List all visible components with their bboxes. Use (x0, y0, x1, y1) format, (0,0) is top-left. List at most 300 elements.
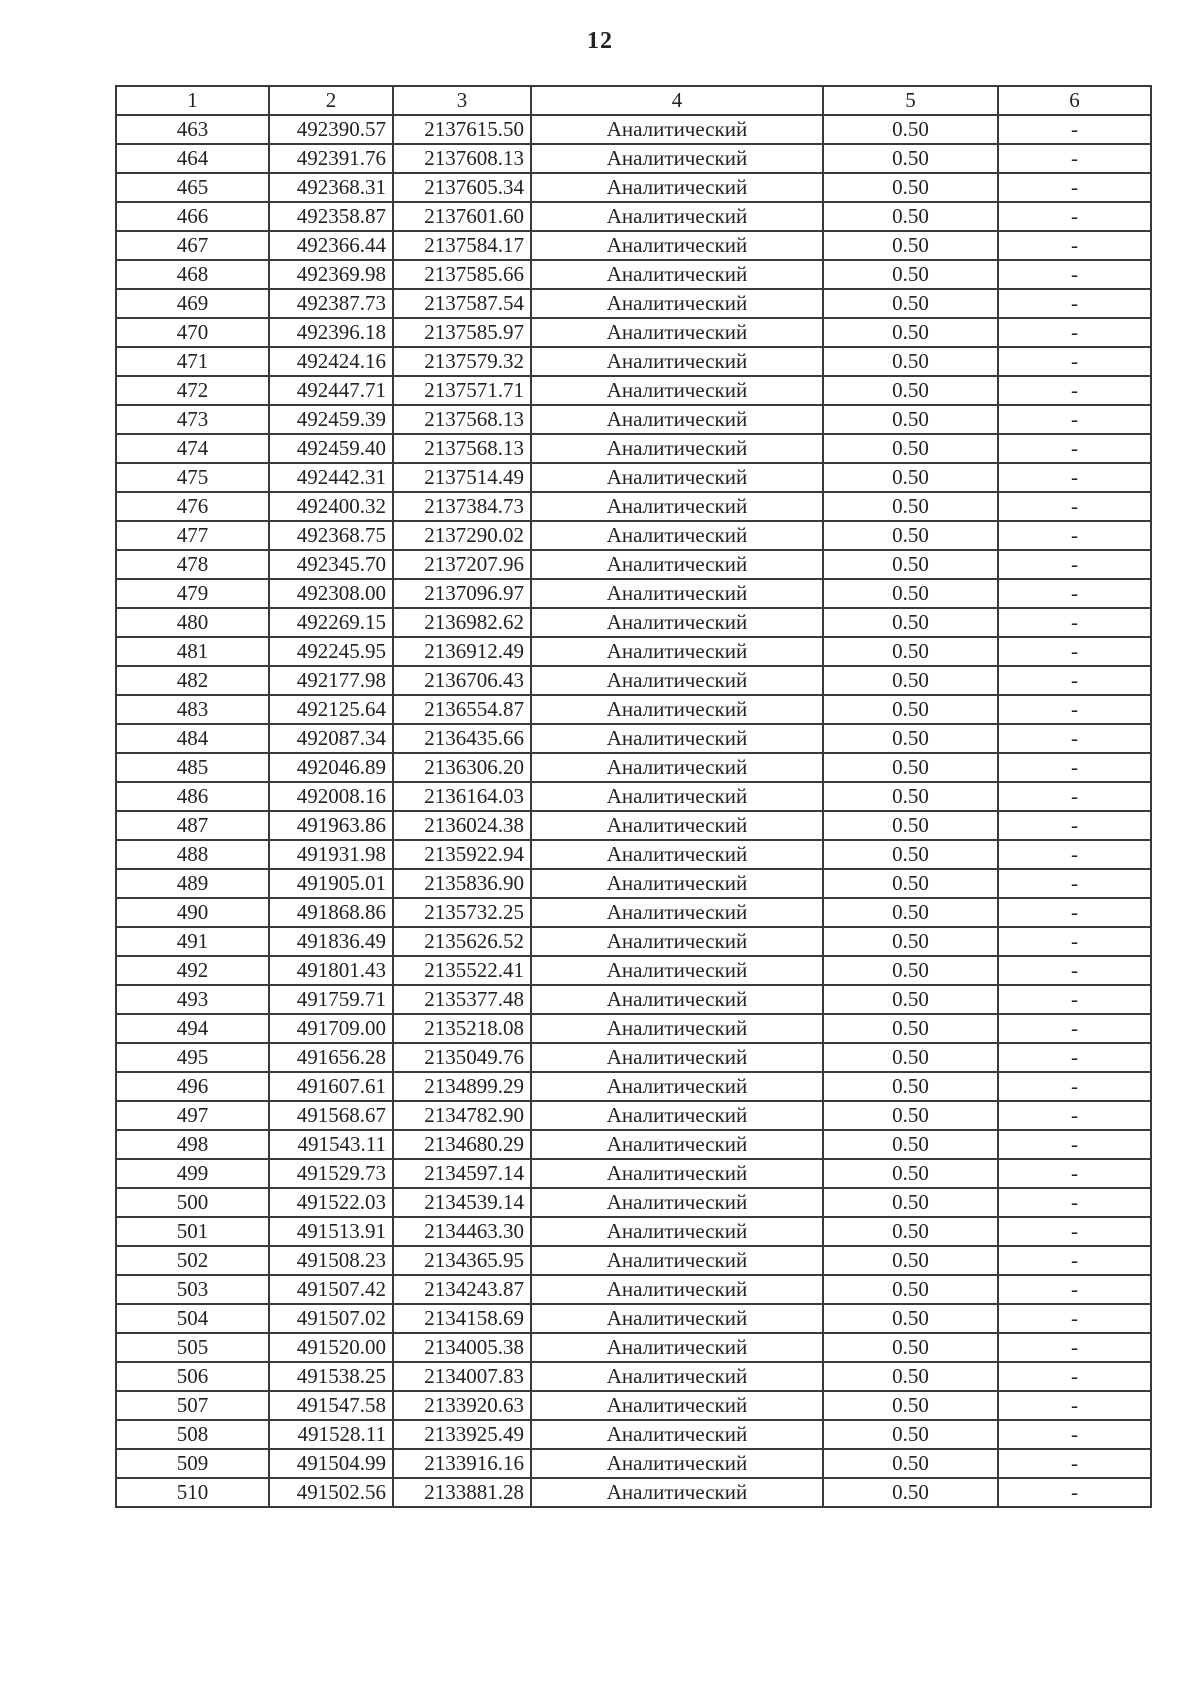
x-coordinate-cell: 491508.23 (269, 1246, 393, 1275)
table-row (116, 666, 1151, 695)
coordinates-table (115, 85, 1152, 1508)
point-number-cell: 465 (116, 173, 269, 202)
accuracy-cell: 0.50 (823, 985, 998, 1014)
accuracy-cell: 0.50 (823, 1362, 998, 1391)
accuracy-cell: 0.50 (823, 434, 998, 463)
point-number-cell: 502 (116, 1246, 269, 1275)
note-cell: - (998, 724, 1151, 753)
point-number-cell: 501 (116, 1217, 269, 1246)
method-cell: Аналитический (531, 144, 823, 173)
note-cell: - (998, 1420, 1151, 1449)
note-cell: - (998, 666, 1151, 695)
table-row (116, 782, 1151, 811)
note-cell: - (998, 434, 1151, 463)
method-cell: Аналитический (531, 1188, 823, 1217)
y-coordinate-cell: 2134597.14 (393, 1159, 531, 1188)
table-row (116, 927, 1151, 956)
y-coordinate-cell: 2136024.38 (393, 811, 531, 840)
accuracy-cell: 0.50 (823, 637, 998, 666)
method-cell: Аналитический (531, 376, 823, 405)
x-coordinate-cell: 491905.01 (269, 869, 393, 898)
table-row (116, 724, 1151, 753)
point-number-cell: 510 (116, 1478, 269, 1507)
note-cell: - (998, 347, 1151, 376)
note-cell: - (998, 1449, 1151, 1478)
accuracy-cell: 0.50 (823, 231, 998, 260)
y-coordinate-cell: 2137615.50 (393, 115, 531, 144)
method-cell: Аналитический (531, 1362, 823, 1391)
accuracy-cell: 0.50 (823, 1304, 998, 1333)
accuracy-cell: 0.50 (823, 782, 998, 811)
method-cell: Аналитический (531, 637, 823, 666)
table-row (116, 1043, 1151, 1072)
y-coordinate-cell: 2135836.90 (393, 869, 531, 898)
method-cell: Аналитический (531, 869, 823, 898)
y-coordinate-cell: 2135049.76 (393, 1043, 531, 1072)
method-cell: Аналитический (531, 1478, 823, 1507)
column-header: 3 (393, 86, 531, 115)
point-number-cell: 468 (116, 260, 269, 289)
accuracy-cell: 0.50 (823, 376, 998, 405)
y-coordinate-cell: 2134680.29 (393, 1130, 531, 1159)
accuracy-cell: 0.50 (823, 1333, 998, 1362)
method-cell: Аналитический (531, 202, 823, 231)
accuracy-cell: 0.50 (823, 840, 998, 869)
point-number-cell: 466 (116, 202, 269, 231)
y-coordinate-cell: 2134007.83 (393, 1362, 531, 1391)
accuracy-cell: 0.50 (823, 173, 998, 202)
table-row (116, 608, 1151, 637)
x-coordinate-cell: 491963.86 (269, 811, 393, 840)
x-coordinate-cell: 491520.00 (269, 1333, 393, 1362)
table-row (116, 1130, 1151, 1159)
x-coordinate-cell: 491656.28 (269, 1043, 393, 1072)
point-number-cell: 483 (116, 695, 269, 724)
note-cell: - (998, 1478, 1151, 1507)
table-row (116, 405, 1151, 434)
note-cell: - (998, 1304, 1151, 1333)
x-coordinate-cell: 491528.11 (269, 1420, 393, 1449)
table-row (116, 289, 1151, 318)
method-cell: Аналитический (531, 260, 823, 289)
table-row (116, 1072, 1151, 1101)
method-cell: Аналитический (531, 1101, 823, 1130)
table-row (116, 753, 1151, 782)
point-number-cell: 463 (116, 115, 269, 144)
method-cell: Аналитический (531, 840, 823, 869)
note-cell: - (998, 1101, 1151, 1130)
point-number-cell: 498 (116, 1130, 269, 1159)
method-cell: Аналитический (531, 782, 823, 811)
table-row (116, 1159, 1151, 1188)
y-coordinate-cell: 2135377.48 (393, 985, 531, 1014)
point-number-cell: 491 (116, 927, 269, 956)
x-coordinate-cell: 492345.70 (269, 550, 393, 579)
note-cell: - (998, 579, 1151, 608)
table-row (116, 1333, 1151, 1362)
table-row (116, 492, 1151, 521)
method-cell: Аналитический (531, 898, 823, 927)
x-coordinate-cell: 491507.02 (269, 1304, 393, 1333)
accuracy-cell: 0.50 (823, 1420, 998, 1449)
table-row (116, 1449, 1151, 1478)
method-cell: Аналитический (531, 289, 823, 318)
accuracy-cell: 0.50 (823, 1188, 998, 1217)
x-coordinate-cell: 492391.76 (269, 144, 393, 173)
method-cell: Аналитический (531, 1449, 823, 1478)
point-number-cell: 480 (116, 608, 269, 637)
column-header: 6 (998, 86, 1151, 115)
x-coordinate-cell: 492308.00 (269, 579, 393, 608)
note-cell: - (998, 492, 1151, 521)
x-coordinate-cell: 492368.75 (269, 521, 393, 550)
table-row (116, 434, 1151, 463)
note-cell: - (998, 521, 1151, 550)
y-coordinate-cell: 2134158.69 (393, 1304, 531, 1333)
table-row (116, 1188, 1151, 1217)
note-cell: - (998, 405, 1151, 434)
y-coordinate-cell: 2137584.17 (393, 231, 531, 260)
table-row (116, 521, 1151, 550)
x-coordinate-cell: 492424.16 (269, 347, 393, 376)
point-number-cell: 486 (116, 782, 269, 811)
x-coordinate-cell: 492447.71 (269, 376, 393, 405)
note-cell: - (998, 289, 1151, 318)
x-coordinate-cell: 492368.31 (269, 173, 393, 202)
method-cell: Аналитический (531, 579, 823, 608)
point-number-cell: 472 (116, 376, 269, 405)
y-coordinate-cell: 2135732.25 (393, 898, 531, 927)
y-coordinate-cell: 2137585.97 (393, 318, 531, 347)
point-number-cell: 494 (116, 1014, 269, 1043)
y-coordinate-cell: 2135218.08 (393, 1014, 531, 1043)
y-coordinate-cell: 2134782.90 (393, 1101, 531, 1130)
accuracy-cell: 0.50 (823, 202, 998, 231)
point-number-cell: 490 (116, 898, 269, 927)
x-coordinate-cell: 491759.71 (269, 985, 393, 1014)
table-row (116, 1362, 1151, 1391)
point-number-cell: 495 (116, 1043, 269, 1072)
table-row (116, 579, 1151, 608)
x-coordinate-cell: 492366.44 (269, 231, 393, 260)
accuracy-cell: 0.50 (823, 1217, 998, 1246)
note-cell: - (998, 1072, 1151, 1101)
point-number-cell: 469 (116, 289, 269, 318)
y-coordinate-cell: 2136435.66 (393, 724, 531, 753)
y-coordinate-cell: 2136306.20 (393, 753, 531, 782)
y-coordinate-cell: 2137608.13 (393, 144, 531, 173)
method-cell: Аналитический (531, 1391, 823, 1420)
column-header: 5 (823, 86, 998, 115)
point-number-cell: 500 (116, 1188, 269, 1217)
x-coordinate-cell: 492459.40 (269, 434, 393, 463)
note-cell: - (998, 1159, 1151, 1188)
x-coordinate-cell: 492442.31 (269, 463, 393, 492)
y-coordinate-cell: 2137605.34 (393, 173, 531, 202)
accuracy-cell: 0.50 (823, 318, 998, 347)
method-cell: Аналитический (531, 1130, 823, 1159)
x-coordinate-cell: 492269.15 (269, 608, 393, 637)
accuracy-cell: 0.50 (823, 1130, 998, 1159)
table-header (116, 86, 1151, 115)
accuracy-cell: 0.50 (823, 521, 998, 550)
note-cell: - (998, 202, 1151, 231)
point-number-cell: 471 (116, 347, 269, 376)
accuracy-cell: 0.50 (823, 666, 998, 695)
accuracy-cell: 0.50 (823, 1246, 998, 1275)
y-coordinate-cell: 2136912.49 (393, 637, 531, 666)
point-number-cell: 473 (116, 405, 269, 434)
note-cell: - (998, 1217, 1151, 1246)
note-cell: - (998, 811, 1151, 840)
table-row (116, 1275, 1151, 1304)
accuracy-cell: 0.50 (823, 463, 998, 492)
note-cell: - (998, 869, 1151, 898)
x-coordinate-cell: 492459.39 (269, 405, 393, 434)
y-coordinate-cell: 2137568.13 (393, 405, 531, 434)
point-number-cell: 475 (116, 463, 269, 492)
y-coordinate-cell: 2137585.66 (393, 260, 531, 289)
accuracy-cell: 0.50 (823, 1391, 998, 1420)
point-number-cell: 507 (116, 1391, 269, 1420)
x-coordinate-cell: 491538.25 (269, 1362, 393, 1391)
method-cell: Аналитический (531, 1246, 823, 1275)
note-cell: - (998, 695, 1151, 724)
accuracy-cell: 0.50 (823, 1159, 998, 1188)
x-coordinate-cell: 491504.99 (269, 1449, 393, 1478)
note-cell: - (998, 1188, 1151, 1217)
point-number-cell: 505 (116, 1333, 269, 1362)
y-coordinate-cell: 2134365.95 (393, 1246, 531, 1275)
table-row (116, 115, 1151, 144)
x-coordinate-cell: 491547.58 (269, 1391, 393, 1420)
y-coordinate-cell: 2136164.03 (393, 782, 531, 811)
accuracy-cell: 0.50 (823, 1101, 998, 1130)
method-cell: Аналитический (531, 753, 823, 782)
accuracy-cell: 0.50 (823, 1043, 998, 1072)
accuracy-cell: 0.50 (823, 898, 998, 927)
point-number-cell: 503 (116, 1275, 269, 1304)
method-cell: Аналитический (531, 956, 823, 985)
note-cell: - (998, 260, 1151, 289)
table-row (116, 811, 1151, 840)
note-cell: - (998, 782, 1151, 811)
accuracy-cell: 0.50 (823, 1014, 998, 1043)
accuracy-cell: 0.50 (823, 753, 998, 782)
y-coordinate-cell: 2134463.30 (393, 1217, 531, 1246)
x-coordinate-cell: 492087.34 (269, 724, 393, 753)
table-row (116, 1420, 1151, 1449)
method-cell: Аналитический (531, 695, 823, 724)
y-coordinate-cell: 2137568.13 (393, 434, 531, 463)
x-coordinate-cell: 491836.49 (269, 927, 393, 956)
y-coordinate-cell: 2133881.28 (393, 1478, 531, 1507)
note-cell: - (998, 1275, 1151, 1304)
table-row (116, 1304, 1151, 1333)
method-cell: Аналитический (531, 463, 823, 492)
accuracy-cell: 0.50 (823, 1072, 998, 1101)
method-cell: Аналитический (531, 666, 823, 695)
table-row (116, 985, 1151, 1014)
method-cell: Аналитический (531, 173, 823, 202)
point-number-cell: 474 (116, 434, 269, 463)
y-coordinate-cell: 2137514.49 (393, 463, 531, 492)
y-coordinate-cell: 2133920.63 (393, 1391, 531, 1420)
point-number-cell: 506 (116, 1362, 269, 1391)
y-coordinate-cell: 2137571.71 (393, 376, 531, 405)
y-coordinate-cell: 2134899.29 (393, 1072, 531, 1101)
point-number-cell: 492 (116, 956, 269, 985)
accuracy-cell: 0.50 (823, 492, 998, 521)
method-cell: Аналитический (531, 811, 823, 840)
y-coordinate-cell: 2136982.62 (393, 608, 531, 637)
point-number-cell: 464 (116, 144, 269, 173)
y-coordinate-cell: 2134243.87 (393, 1275, 531, 1304)
note-cell: - (998, 115, 1151, 144)
method-cell: Аналитический (531, 231, 823, 260)
table-row (116, 1478, 1151, 1507)
y-coordinate-cell: 2133925.49 (393, 1420, 531, 1449)
method-cell: Аналитический (531, 550, 823, 579)
method-cell: Аналитический (531, 434, 823, 463)
accuracy-cell: 0.50 (823, 260, 998, 289)
accuracy-cell: 0.50 (823, 405, 998, 434)
accuracy-cell: 0.50 (823, 1478, 998, 1507)
table-row (116, 1217, 1151, 1246)
column-header: 2 (269, 86, 393, 115)
accuracy-cell: 0.50 (823, 115, 998, 144)
x-coordinate-cell: 492245.95 (269, 637, 393, 666)
method-cell: Аналитический (531, 1043, 823, 1072)
y-coordinate-cell: 2137207.96 (393, 550, 531, 579)
method-cell: Аналитический (531, 1304, 823, 1333)
table-row (116, 260, 1151, 289)
x-coordinate-cell: 491801.43 (269, 956, 393, 985)
table-row (116, 463, 1151, 492)
note-cell: - (998, 898, 1151, 927)
y-coordinate-cell: 2136706.43 (393, 666, 531, 695)
y-coordinate-cell: 2137096.97 (393, 579, 531, 608)
method-cell: Аналитический (531, 927, 823, 956)
table-row (116, 318, 1151, 347)
accuracy-cell: 0.50 (823, 289, 998, 318)
point-number-cell: 508 (116, 1420, 269, 1449)
point-number-cell: 487 (116, 811, 269, 840)
y-coordinate-cell: 2136554.87 (393, 695, 531, 724)
accuracy-cell: 0.50 (823, 347, 998, 376)
note-cell: - (998, 1333, 1151, 1362)
table-row (116, 550, 1151, 579)
method-cell: Аналитический (531, 318, 823, 347)
note-cell: - (998, 144, 1151, 173)
note-cell: - (998, 1014, 1151, 1043)
accuracy-cell: 0.50 (823, 1275, 998, 1304)
table-row (116, 840, 1151, 869)
accuracy-cell: 0.50 (823, 927, 998, 956)
point-number-cell: 478 (116, 550, 269, 579)
point-number-cell: 489 (116, 869, 269, 898)
point-number-cell: 479 (116, 579, 269, 608)
point-number-cell: 496 (116, 1072, 269, 1101)
column-header: 4 (531, 86, 823, 115)
x-coordinate-cell: 492396.18 (269, 318, 393, 347)
accuracy-cell: 0.50 (823, 550, 998, 579)
note-cell: - (998, 173, 1151, 202)
table-row (116, 637, 1151, 666)
y-coordinate-cell: 2135626.52 (393, 927, 531, 956)
y-coordinate-cell: 2135922.94 (393, 840, 531, 869)
note-cell: - (998, 985, 1151, 1014)
y-coordinate-cell: 2137587.54 (393, 289, 531, 318)
method-cell: Аналитический (531, 724, 823, 753)
x-coordinate-cell: 491868.86 (269, 898, 393, 927)
note-cell: - (998, 927, 1151, 956)
method-cell: Аналитический (531, 521, 823, 550)
accuracy-cell: 0.50 (823, 144, 998, 173)
accuracy-cell: 0.50 (823, 695, 998, 724)
note-cell: - (998, 463, 1151, 492)
point-number-cell: 482 (116, 666, 269, 695)
x-coordinate-cell: 492177.98 (269, 666, 393, 695)
note-cell: - (998, 1362, 1151, 1391)
x-coordinate-cell: 492046.89 (269, 753, 393, 782)
table-row (116, 202, 1151, 231)
accuracy-cell: 0.50 (823, 956, 998, 985)
x-coordinate-cell: 491507.42 (269, 1275, 393, 1304)
x-coordinate-cell: 492125.64 (269, 695, 393, 724)
note-cell: - (998, 1043, 1151, 1072)
note-cell: - (998, 637, 1151, 666)
accuracy-cell: 0.50 (823, 579, 998, 608)
x-coordinate-cell: 492390.57 (269, 115, 393, 144)
point-number-cell: 493 (116, 985, 269, 1014)
accuracy-cell: 0.50 (823, 724, 998, 753)
x-coordinate-cell: 491502.56 (269, 1478, 393, 1507)
table-row (116, 173, 1151, 202)
note-cell: - (998, 956, 1151, 985)
method-cell: Аналитический (531, 115, 823, 144)
accuracy-cell: 0.50 (823, 608, 998, 637)
method-cell: Аналитический (531, 1217, 823, 1246)
x-coordinate-cell: 491543.11 (269, 1130, 393, 1159)
method-cell: Аналитический (531, 405, 823, 434)
y-coordinate-cell: 2137579.32 (393, 347, 531, 376)
method-cell: Аналитический (531, 608, 823, 637)
point-number-cell: 497 (116, 1101, 269, 1130)
point-number-cell: 485 (116, 753, 269, 782)
table-row (116, 1391, 1151, 1420)
note-cell: - (998, 550, 1151, 579)
point-number-cell: 488 (116, 840, 269, 869)
table-row (116, 347, 1151, 376)
x-coordinate-cell: 492358.87 (269, 202, 393, 231)
y-coordinate-cell: 2134005.38 (393, 1333, 531, 1362)
x-coordinate-cell: 491931.98 (269, 840, 393, 869)
point-number-cell: 470 (116, 318, 269, 347)
column-header: 1 (116, 86, 269, 115)
point-number-cell: 467 (116, 231, 269, 260)
method-cell: Аналитический (531, 347, 823, 376)
point-number-cell: 481 (116, 637, 269, 666)
table-row (116, 869, 1151, 898)
note-cell: - (998, 318, 1151, 347)
x-coordinate-cell: 492387.73 (269, 289, 393, 318)
x-coordinate-cell: 492369.98 (269, 260, 393, 289)
table-row (116, 956, 1151, 985)
y-coordinate-cell: 2133916.16 (393, 1449, 531, 1478)
note-cell: - (998, 1391, 1151, 1420)
method-cell: Аналитический (531, 1420, 823, 1449)
